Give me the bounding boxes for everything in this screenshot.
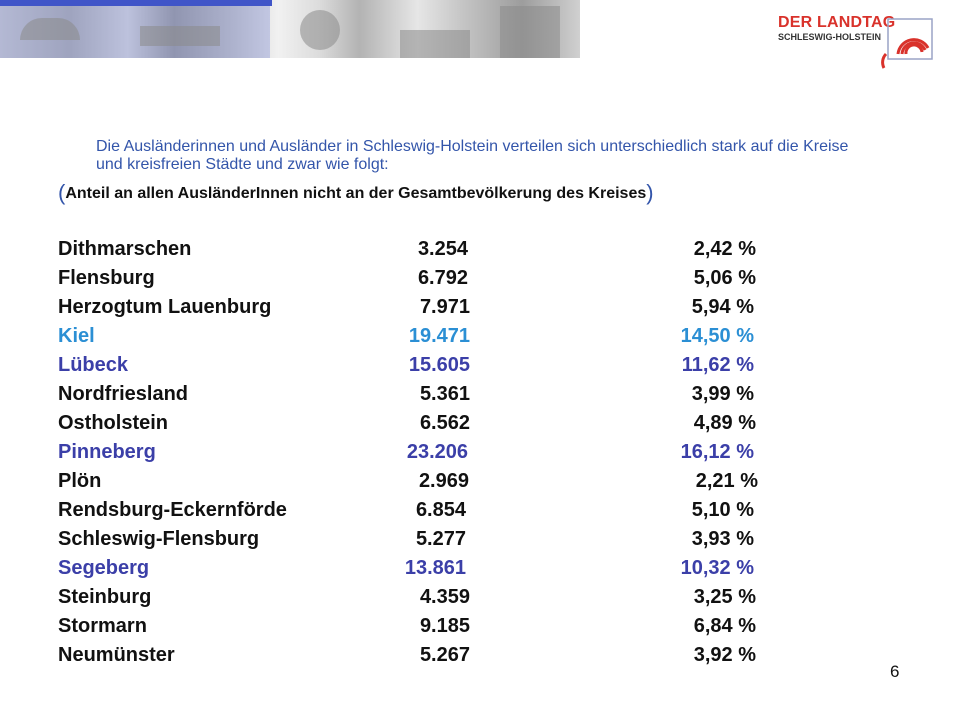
district-count: 5.267 bbox=[419, 644, 470, 666]
district-count: 6.854 bbox=[415, 499, 466, 521]
note-text: Anteil an allen AusländerInnen nicht an der Gesamtbevölkerung des Kreises bbox=[65, 185, 647, 202]
district-name: Herzogtum Lauenburg bbox=[58, 296, 272, 318]
district-name: Dithmarschen bbox=[58, 238, 192, 260]
district-count: 2.969 bbox=[418, 470, 469, 492]
district-name: Kiel bbox=[58, 325, 95, 347]
logo-title: DER LANDTAG bbox=[778, 14, 896, 31]
table-row bbox=[0, 615, 960, 644]
district-count: 19.471 bbox=[408, 325, 470, 347]
district-percent: 10,32 % bbox=[680, 557, 754, 579]
note-close-paren: ) bbox=[646, 180, 654, 205]
district-percent: 6,84 % bbox=[693, 615, 756, 637]
header-blue-bar bbox=[0, 0, 272, 6]
district-count: 6.792 bbox=[417, 267, 468, 289]
district-name: Neumünster bbox=[58, 644, 175, 666]
district-name: Lübeck bbox=[58, 354, 129, 376]
district-percent: 3,93 % bbox=[691, 528, 754, 550]
header-photo-strip bbox=[0, 0, 580, 58]
landtag-logo bbox=[778, 14, 938, 70]
district-count: 4.359 bbox=[419, 586, 470, 608]
district-name: Segeberg bbox=[58, 557, 150, 579]
district-name: Nordfriesland bbox=[58, 383, 189, 405]
district-percent: 3,92 % bbox=[693, 644, 756, 666]
district-count: 5.361 bbox=[419, 383, 470, 405]
district-name: Steinburg bbox=[58, 586, 152, 608]
table-row bbox=[0, 354, 960, 383]
district-percent: 5,10 % bbox=[691, 499, 754, 521]
district-count: 3.254 bbox=[417, 238, 468, 260]
desk-shape bbox=[140, 26, 220, 46]
district-name: Rendsburg-Eckernförde bbox=[58, 499, 287, 521]
building-facade-shape bbox=[500, 6, 560, 58]
table-row bbox=[0, 441, 960, 470]
district-count: 9.185 bbox=[419, 615, 470, 637]
district-name: Plön bbox=[58, 470, 102, 492]
district-count: 15.605 bbox=[408, 354, 470, 376]
district-percent: 3,99 % bbox=[691, 383, 754, 405]
district-percent: 16,12 % bbox=[680, 441, 754, 463]
table-row bbox=[0, 412, 960, 441]
note-open-paren: ( bbox=[58, 180, 66, 205]
district-count: 6.562 bbox=[419, 412, 470, 434]
logo-subtitle: SCHLESWIG-HOLSTEIN bbox=[778, 32, 881, 42]
district-percent: 11,62 % bbox=[681, 354, 754, 376]
plenary-hall-shape bbox=[20, 18, 80, 40]
page-number: 6 bbox=[890, 662, 900, 681]
note-line bbox=[58, 180, 654, 206]
district-percent: 14,50 % bbox=[680, 325, 754, 347]
table-row bbox=[0, 325, 960, 354]
district-percent: 5,06 % bbox=[693, 267, 756, 289]
intro-paragraph: Die Ausländerinnen und Ausländer in Schleswig-Holstein verteilen sich unterschiedlich stark auf die Kreise und kreisfreien Städte und zwar wie folgt: bbox=[96, 138, 849, 173]
table-row bbox=[0, 499, 960, 528]
district-name: Schleswig-Flensburg bbox=[58, 528, 260, 550]
district-count: 7.971 bbox=[419, 296, 470, 318]
district-name: Pinneberg bbox=[58, 441, 156, 463]
district-percent: 3,25 % bbox=[693, 586, 756, 608]
district-percent: 4,89 % bbox=[693, 412, 756, 434]
table-row bbox=[0, 267, 960, 296]
district-percent: 2,21 % bbox=[695, 470, 758, 492]
table-row bbox=[0, 557, 960, 586]
table-row bbox=[0, 470, 960, 499]
table-row bbox=[0, 528, 960, 557]
district-name: Ostholstein bbox=[58, 412, 169, 434]
district-count: 5.277 bbox=[415, 528, 466, 550]
district-percent: 2,42 % bbox=[693, 238, 756, 260]
district-name: Stormarn bbox=[58, 615, 147, 637]
landtag-emblem-icon bbox=[878, 18, 934, 70]
table-row bbox=[0, 296, 960, 325]
lamp-shape bbox=[300, 10, 340, 50]
building-shape bbox=[400, 30, 470, 58]
district-percent: 5,94 % bbox=[691, 296, 754, 318]
table-row bbox=[0, 586, 960, 615]
district-count: 13.861 bbox=[404, 557, 466, 579]
table-row bbox=[0, 383, 960, 412]
district-name: Flensburg bbox=[58, 267, 155, 289]
district-count: 23.206 bbox=[406, 441, 468, 463]
table-row bbox=[0, 644, 960, 673]
table-row bbox=[0, 238, 960, 267]
